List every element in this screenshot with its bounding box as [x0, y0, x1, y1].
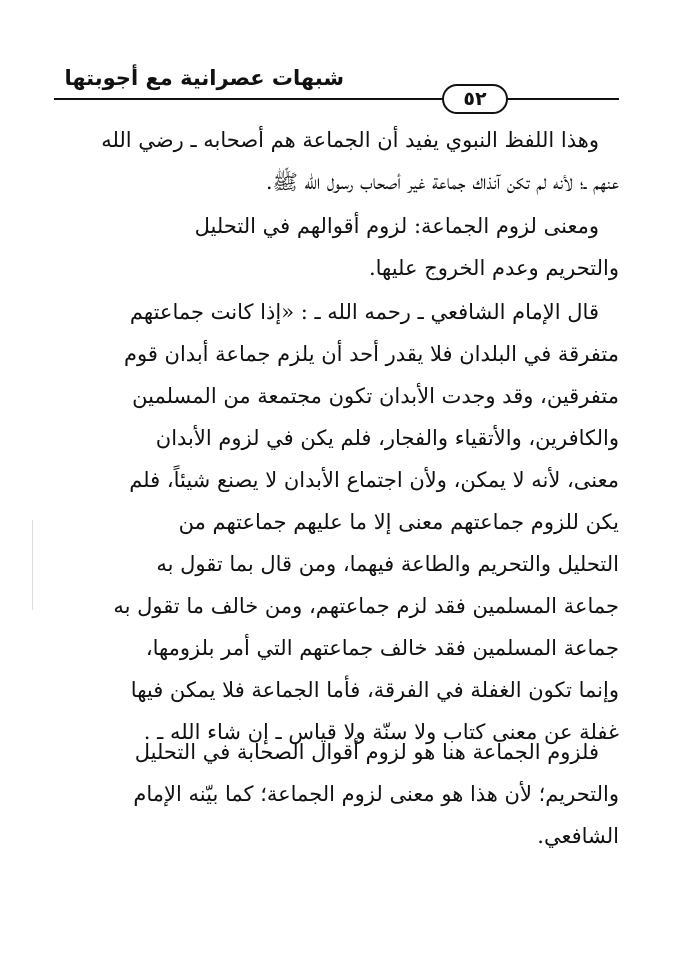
paragraph-3-quotation: [54, 291, 619, 753]
text-line: التحليل والتحريم والطاعة فيهما، ومن قال بما تقول به: [156, 552, 619, 576]
text-line: وهذا اللفظ النبوي يفيد أن الجماعة هم أصحابه ـ رضي الله: [101, 128, 599, 152]
text-line: والتحريم؛ لأن هذا هو معنى لزوم الجماعة؛ كما بيّنه الإمام: [133, 782, 619, 806]
running-header-title: شبهات عصرانية مع أجوبتها: [64, 66, 344, 90]
page-number-badge: ٥٢: [442, 84, 508, 114]
paragraph-1: [54, 119, 619, 203]
paragraph-2: [54, 205, 619, 289]
text-line: والكافرين، والأتقياء والفجار، فلم يكن في لزوم الأبدان: [155, 426, 619, 450]
text-line: وإنما تكون الغفلة في الفرقة، فأما الجماعة فلا يمكن فيها: [130, 678, 619, 702]
text-line: غفلة عن معنى كتاب ولا سنّة ولا قياس ـ إن شاء الله ـ .: [143, 720, 619, 744]
text-line: جماعة المسلمين فقد خالف جماعتهم التي أمر بلزومها،: [145, 636, 619, 660]
text-line: متفرقين، وقد وجدت الأبدان تكون مجتمعة من المسلمين: [132, 384, 619, 408]
text-line: معنى، لأنه لا يمكن، ولأن اجتماع الأبدان لا يصنع شيئاً، فلم: [129, 468, 619, 492]
margin-scan-mark: [32, 520, 33, 610]
text-line: متفرقة في البلدان فلا يقدر أحد أن يلزم جماعة أبدان قوم: [123, 342, 619, 366]
text-line: والتحريم وعدم الخروج عليها.: [368, 256, 619, 280]
text-line: ومعنى لزوم الجماعة: لزوم أقوالهم في التحليل: [194, 214, 599, 238]
text-line: جماعة المسلمين فقد لزم جماعتهم، ومن خالف ما تقول به: [113, 594, 619, 618]
text-line: فلزوم الجماعة هنا هو لزوم أقوال الصحابة في التحليل: [134, 740, 599, 764]
header-rule: [54, 98, 619, 100]
text-line: الشافعي.: [537, 824, 619, 848]
text-line: يكن للزوم جماعتهم معنى إلا ما عليهم جماعتهم من: [178, 510, 619, 534]
text-line: عنهم ـ؛ لأنه لم تكن آنذاك جماعة غير أصحاب رسول الله ﷺ.: [265, 170, 619, 194]
paragraph-4: [54, 731, 619, 857]
text-line: قال الإمام الشافعي ـ رحمه الله ـ : «إذا كانت جماعتهم: [129, 300, 599, 324]
